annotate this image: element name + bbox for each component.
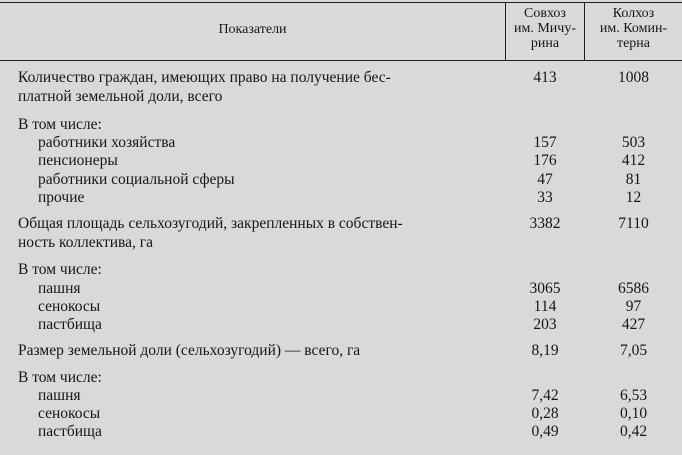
row-farm-workers-value-b: 503 xyxy=(621,134,646,151)
row-other-value-b: 12 xyxy=(625,189,642,206)
row-including-3: В том числе: xyxy=(18,369,102,386)
row-hayfields-share: сенокосы xyxy=(38,405,101,422)
row-total-area-value-b: 7110 xyxy=(618,215,649,232)
row-arable: пашня xyxy=(38,280,81,297)
row-farm-workers: работники хозяйства xyxy=(38,134,176,151)
header-sovkhoz-line3: рина xyxy=(530,36,560,51)
row-citizens-value-a: 413 xyxy=(533,69,557,86)
row-citizens-line1: Количество граждан, имеющих право на получение бес- xyxy=(18,69,391,86)
header-sovkhoz-line2: им. Мичу- xyxy=(514,21,576,36)
row-hayfields-share-value-b: 0,10 xyxy=(619,405,648,422)
header-bottom-rule xyxy=(0,60,682,61)
row-social-workers-value-b: 81 xyxy=(625,171,642,188)
row-arable-value-b: 6586 xyxy=(618,280,649,297)
row-social-workers-value-a: 47 xyxy=(537,171,553,188)
top-rule xyxy=(0,2,682,3)
row-total-area-line1: Общая площадь сельхозугодий, закрепленных в собствен- xyxy=(18,215,403,232)
row-pensioners: пенсионеры xyxy=(38,152,118,169)
row-farm-workers-value-a: 157 xyxy=(533,134,557,151)
row-share-size: Размер земельной доли (сельхозугодий) — всего, га xyxy=(18,342,361,359)
row-arable-share: пашня xyxy=(38,387,81,404)
row-share-size-value-b: 7,05 xyxy=(619,342,648,359)
row-arable-share-value-a: 7,42 xyxy=(531,387,559,404)
header-indicators: Показатели xyxy=(218,22,287,37)
header-sovkhoz xyxy=(506,6,584,51)
row-including-2: В том числе: xyxy=(18,261,102,278)
row-citizens-value-b: 1008 xyxy=(618,69,649,86)
row-hayfields-share-value-a: 0,28 xyxy=(531,405,559,422)
row-hayfields: сенокосы xyxy=(38,298,101,315)
row-citizens-line2: платной земельной доли, всего xyxy=(18,88,223,105)
row-share-size-value-a: 8,19 xyxy=(531,342,559,359)
row-pastures-share-value-a: 0,49 xyxy=(531,423,559,440)
row-total-area-line2: ность коллектива, га xyxy=(18,234,154,251)
header-kolkhoz-line3: терна xyxy=(616,36,651,51)
header-kolkhoz-line1: Колхоз xyxy=(612,6,655,21)
row-pastures-share: пастбища xyxy=(38,423,102,440)
row-social-workers: работники социальной сферы xyxy=(38,171,235,188)
row-pastures-value-b: 427 xyxy=(621,316,646,333)
row-total-area-value-a: 3382 xyxy=(529,215,561,232)
header-sovkhoz-line1: Совхоз xyxy=(524,6,566,21)
row-hayfields-value-a: 114 xyxy=(533,298,557,315)
row-arable-share-value-b: 6,53 xyxy=(619,387,648,404)
row-including-1: В том числе: xyxy=(18,116,102,133)
header-kolkhoz xyxy=(585,6,682,51)
row-arable-value-a: 3065 xyxy=(529,280,561,297)
row-pastures-value-a: 203 xyxy=(533,316,557,333)
row-other-value-a: 33 xyxy=(537,189,553,206)
row-other: прочие xyxy=(38,189,85,206)
row-hayfields-value-b: 97 xyxy=(625,298,642,315)
row-pastures-share-value-b: 0,42 xyxy=(619,423,648,440)
row-pensioners-value-a: 176 xyxy=(533,152,557,169)
row-pastures: пастбища xyxy=(38,316,102,333)
row-pensioners-value-b: 412 xyxy=(621,152,646,169)
header-kolkhoz-line2: им. Комин- xyxy=(599,21,668,36)
